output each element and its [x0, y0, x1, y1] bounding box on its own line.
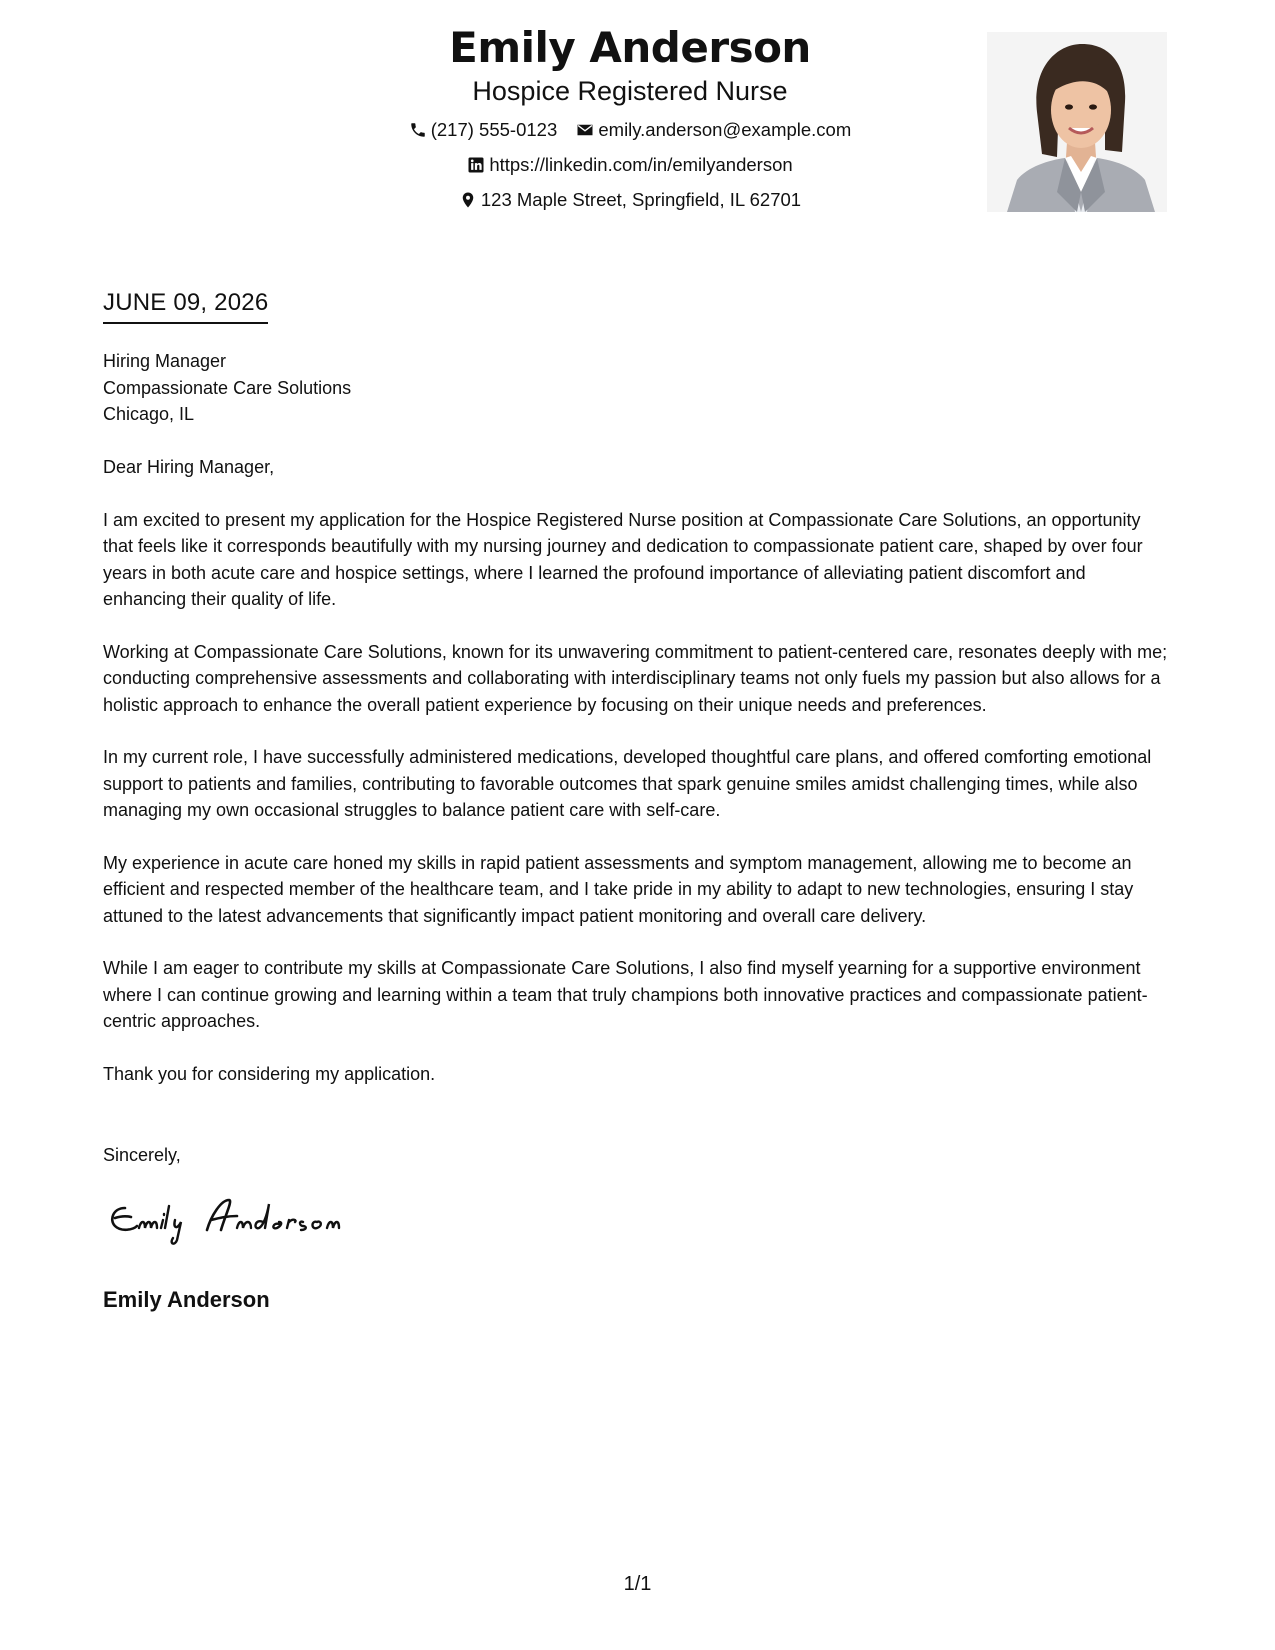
closing: Sincerely, [103, 1145, 181, 1165]
street-address: 123 Maple Street, Springfield, IL 62701 [480, 189, 802, 210]
address-contact [459, 184, 801, 216]
phone-icon [409, 121, 427, 139]
letter-body [103, 454, 1173, 1113]
applicant-name: Emily Anderson [449, 23, 811, 72]
linkedin-contact [467, 149, 792, 181]
recipient-company: Compassionate Care Solutions [103, 377, 352, 398]
recipient-title: Hiring Manager [103, 351, 227, 371]
email-address[interactable]: emily.anderson@example.com [598, 119, 852, 140]
body-paragraph-2: Working at Compassionate Care Solutions, known for its unwavering commitment to patient-centered care, resonates deeply with me; conducting comprehensive assessments and collaborating with interdisciplinary teams not only fuels my passion but also allows for a holistic approach to enhance the overall patient experience by focusing on their unique needs and preferences. [103, 641, 1168, 715]
contact-line-linkedin [330, 149, 930, 184]
map-pin-icon [459, 191, 477, 209]
body-paragraph-1: I am excited to present my application for the Hospice Registered Nurse position at Compassionate Care Solutions, an opportunity that feels like it corresponds beautifully with my nursing journey and dedication to compassionate patient care, shaped by over four years in both acute care and hospice settings, where I learned the profound importance of alleviating patient discomfort and enhancing their quality of life. [103, 509, 1143, 609]
handwritten-signature [103, 1186, 363, 1256]
body-paragraph-5: While I am eager to contribute my skills at Compassionate Care Solutions, I also find myself yearning for a supportive environment where I can continue growing and learning within a team that truly champions both innovative practices and compassionate patient-centric approaches. [103, 958, 1148, 1031]
thank-you-line: Thank you for considering my application. [103, 1063, 436, 1084]
phone-number[interactable]: (217) 555-0123 [430, 119, 558, 140]
profile-photo [987, 32, 1167, 212]
phone-contact [409, 114, 558, 146]
email-contact [576, 114, 851, 146]
recipient-block [103, 348, 351, 428]
job-title: Hospice Registered Nurse [472, 76, 788, 106]
recipient-location: Chicago, IL [103, 404, 195, 424]
envelope-icon [576, 121, 594, 139]
body-paragraph-3: In my current role, I have successfully administered medications, developed thoughtful care plans, and offered comforting emotional support to patients and families, contributing to favorable outcomes that spark genuine smiles amidst challenging times, while also managing my own occasional struggles to balance patient care with self-care. [103, 747, 1152, 820]
body-paragraph-4: My experience in acute care honed my skills in rapid patient assessments and symptom management, allowing me to become an efficient and respected member of the healthcare team, and I take pride in my ability to adapt to new technologies, ensuring I stay attuned to the latest advancements that significantly impact patient monitoring and overall care delivery. [103, 852, 1134, 926]
header [330, 22, 930, 219]
contact-line-phone-email [330, 114, 930, 149]
page-number: 1/1 [623, 1573, 652, 1595]
linkedin-url[interactable]: https://linkedin.com/in/emilyanderson [489, 154, 793, 175]
linkedin-icon [467, 156, 485, 174]
salutation: Dear Hiring Manager, [103, 457, 275, 477]
signed-name: Emily Anderson [103, 1287, 270, 1312]
contact-line-address [330, 184, 930, 219]
letter-date: JUNE 09, 2026 [103, 288, 268, 324]
